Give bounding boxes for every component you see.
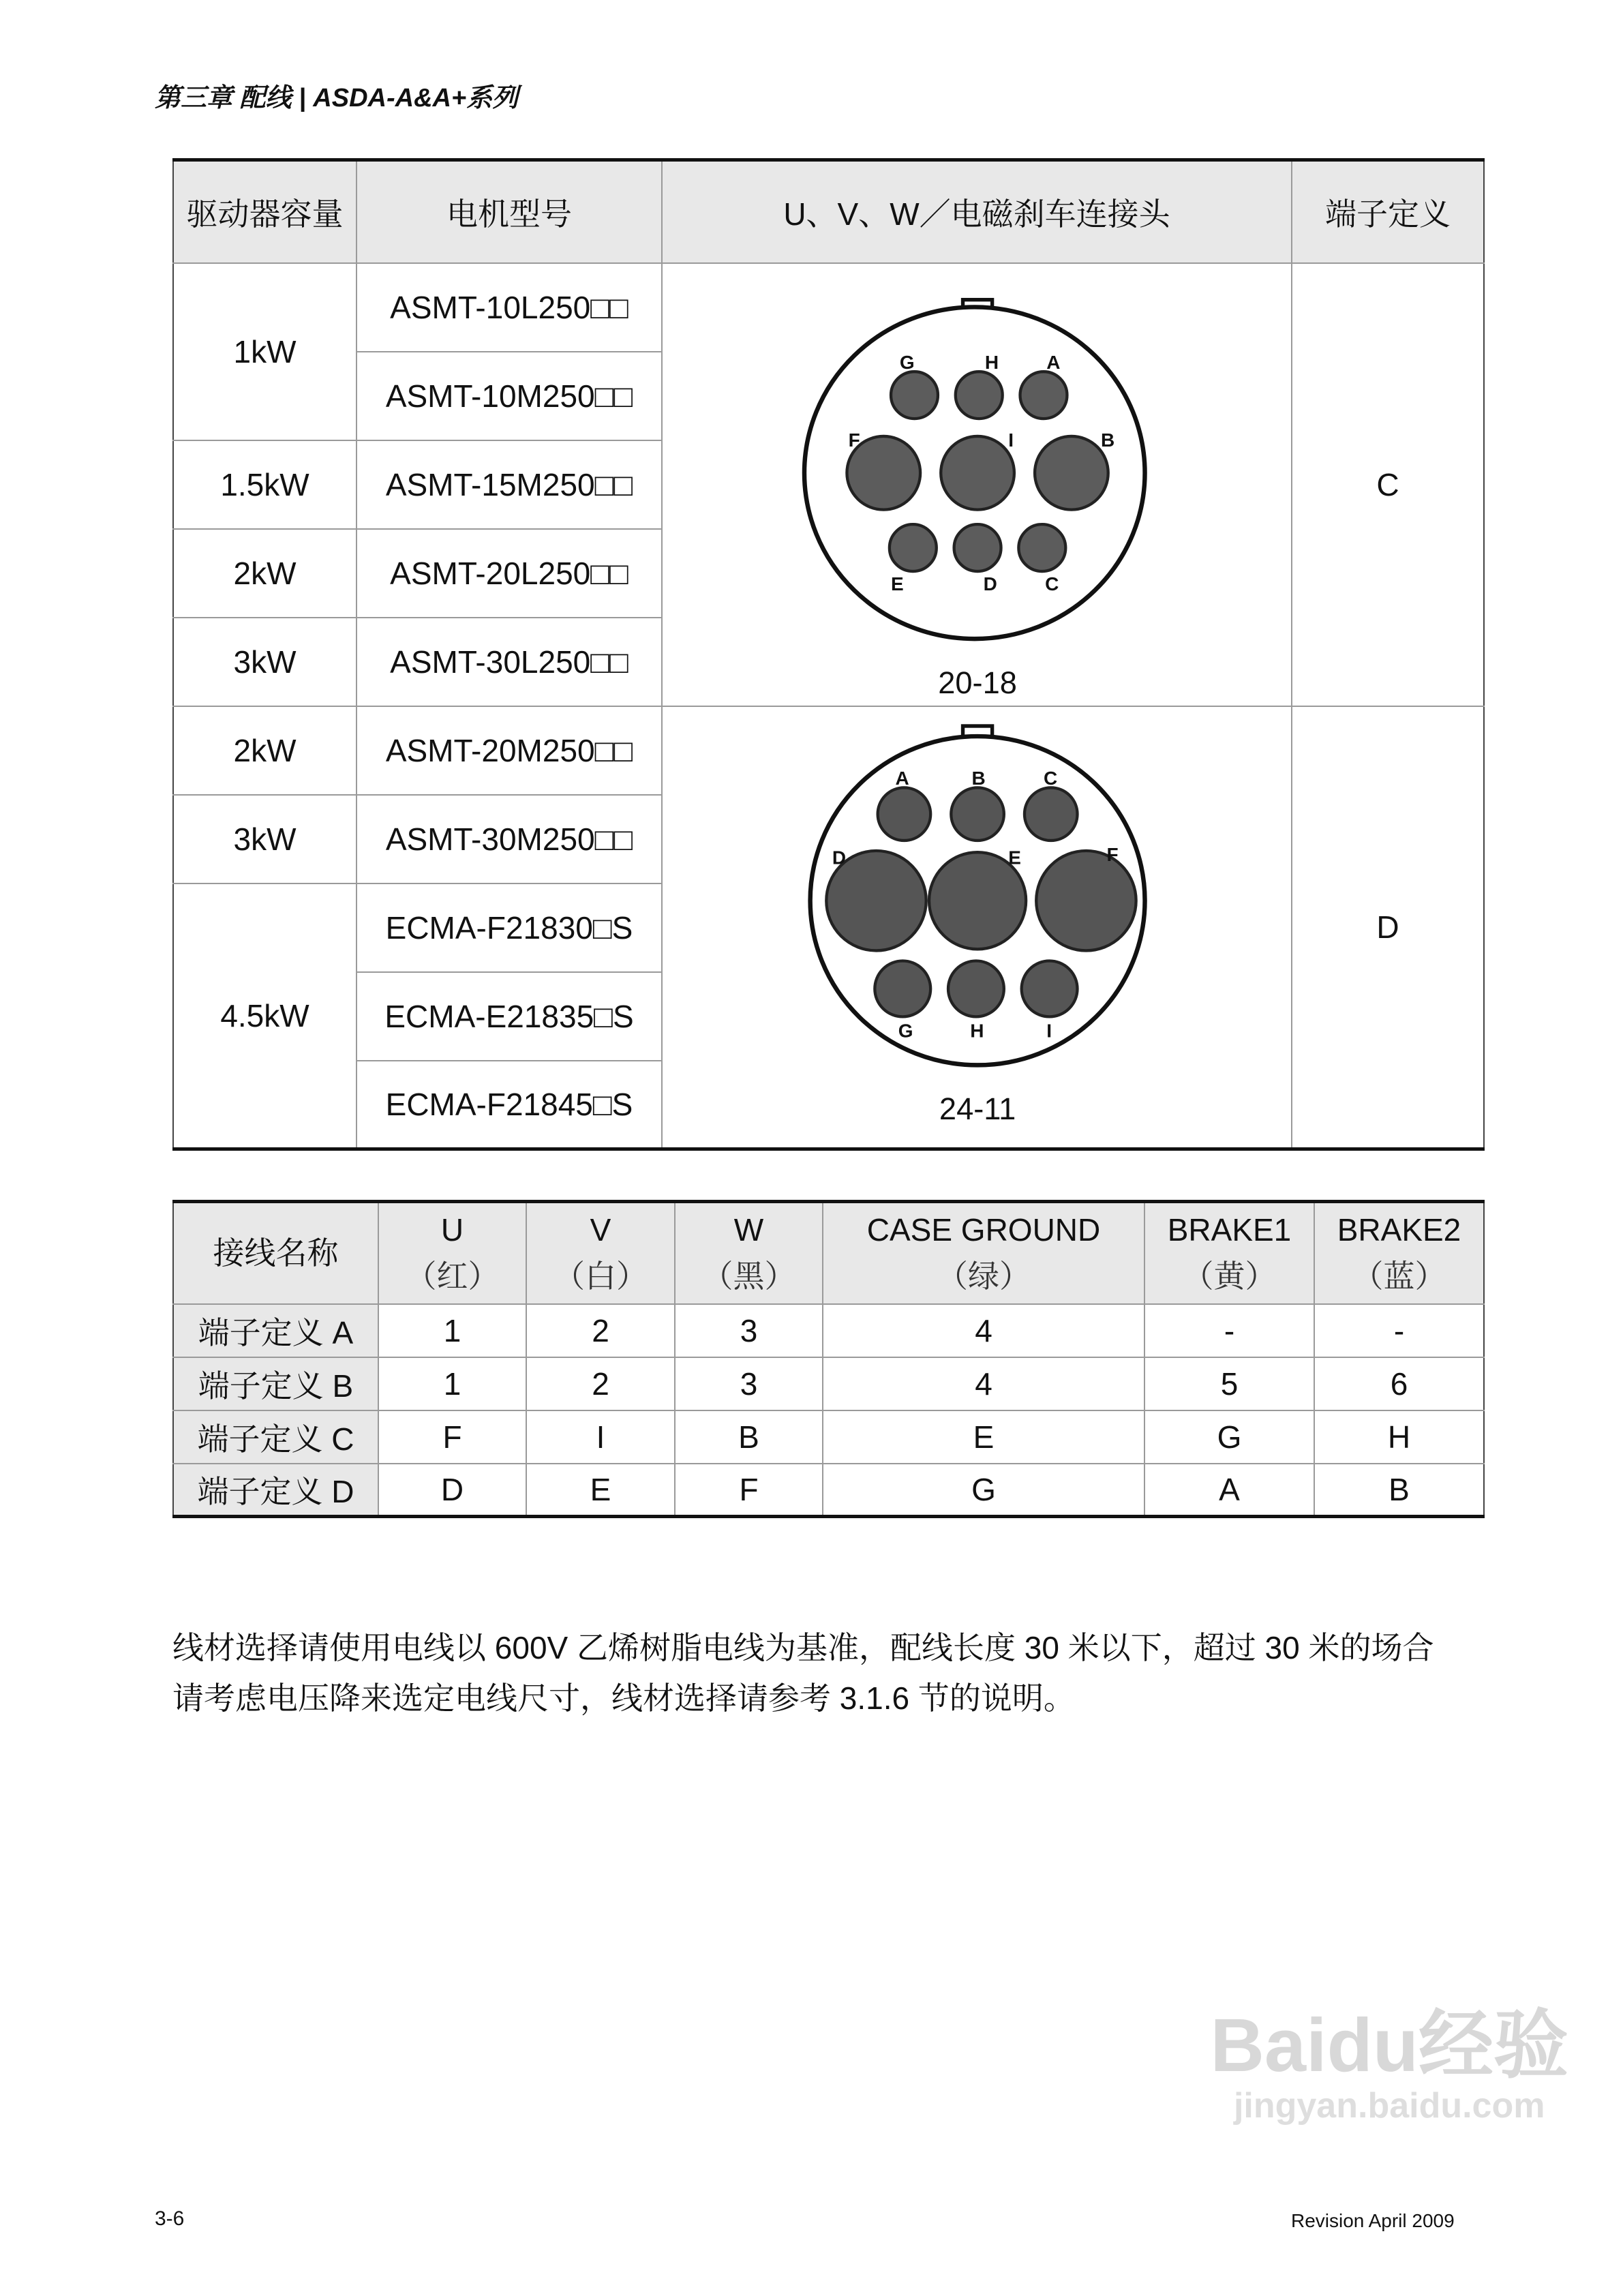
table-row [173, 1357, 1484, 1410]
table-row [173, 706, 1484, 795]
header-v [526, 1202, 675, 1304]
header-brake2 [1314, 1202, 1484, 1304]
terminal-cell: D [1292, 706, 1484, 1149]
pin-cell: 1 [378, 1357, 526, 1410]
note-line: 请考虑电压降来选定电线尺寸，线材选择请参考 3.1.6 节的说明。 [172, 1680, 1075, 1716]
table-row [173, 1410, 1484, 1464]
connector-table [172, 158, 1485, 1151]
pin-cell: - [1314, 1304, 1484, 1357]
capacity-cell: 2kW [173, 529, 357, 618]
header-wire-name: 接线名称 [173, 1202, 378, 1304]
column-name: CASE GROUND [866, 1212, 1101, 1248]
page-number: 3-6 [155, 2207, 185, 2230]
pin-label: F [1106, 843, 1119, 865]
wiring-table [172, 1200, 1485, 1518]
model-cell: ASMT-30M250□□ [357, 795, 662, 883]
pin-label: F [848, 429, 860, 451]
pin-label: B [971, 767, 986, 789]
connector-caption: 20-18 [938, 665, 1017, 700]
column-name: W [733, 1212, 764, 1248]
pin-label: E [891, 573, 904, 594]
connector-20-18 [662, 263, 1292, 706]
pin-label: G [898, 1020, 913, 1042]
pin-cell: 4 [823, 1357, 1144, 1410]
connector-24-11-diagram [663, 707, 1291, 1147]
table-header-row [173, 160, 1484, 263]
column-name: BRAKE1 [1167, 1212, 1292, 1248]
pin-label: A [895, 767, 909, 789]
model-cell: ASMT-20M250□□ [357, 706, 662, 795]
pin-label: H [984, 351, 999, 373]
chapter-header: 第三章 配线 | ASDA-A&A+系列 [155, 84, 519, 112]
header-u [378, 1202, 526, 1304]
pin-label: I [1046, 1020, 1052, 1042]
pin-cell: G [1144, 1410, 1314, 1464]
pin-label: G [899, 351, 915, 373]
connector-20-18-diagram [663, 265, 1291, 705]
header-motor-model: 电机型号 [357, 160, 662, 263]
pin-label: A [1046, 351, 1061, 373]
model-cell: ECMA-F21845□S [357, 1061, 662, 1149]
model-cell: ASMT-30L250□□ [357, 618, 662, 706]
header-brake1 [1144, 1202, 1314, 1304]
column-name: BRAKE2 [1337, 1212, 1461, 1248]
wire-color: （蓝） [1352, 1258, 1446, 1295]
pin-cell: F [378, 1410, 526, 1464]
wire-color: （绿） [937, 1258, 1031, 1295]
wire-color: （红） [405, 1258, 500, 1295]
wiring-note [172, 1622, 1488, 1723]
pin-cell: B [675, 1410, 823, 1464]
row-label: 端子定义 B [173, 1357, 378, 1410]
pin-cell: H [1314, 1410, 1484, 1464]
pin-cell: 5 [1144, 1357, 1314, 1410]
pin-cell: E [526, 1464, 675, 1517]
pin-label: C [1043, 767, 1058, 789]
pin-cell: 2 [526, 1357, 675, 1410]
watermark-url: jingyan.baidu.com [1233, 2086, 1545, 2126]
pin-cell: F [675, 1464, 823, 1517]
pin-cell: B [1314, 1464, 1484, 1517]
header-case-ground [823, 1202, 1144, 1304]
row-label: 端子定义 C [173, 1410, 378, 1464]
watermark [1210, 2004, 1568, 2126]
table-row [173, 263, 1484, 352]
column-name: U [440, 1212, 464, 1248]
capacity-cell: 1.5kW [173, 440, 357, 529]
pin-label: D [983, 573, 997, 594]
table-row [173, 1464, 1484, 1517]
capacity-cell: 3kW [173, 795, 357, 883]
pin-cell: - [1144, 1304, 1314, 1357]
pin-cell: 3 [675, 1357, 823, 1410]
capacity-cell: 4.5kW [173, 883, 357, 1149]
wire-color: （黑） [701, 1258, 796, 1295]
pin-cell: G [823, 1464, 1144, 1517]
wire-color: （黄） [1182, 1258, 1277, 1295]
pin-label: I [1008, 429, 1014, 451]
wire-color: （白） [553, 1258, 648, 1295]
model-cell: ASMT-10L250□□ [357, 263, 662, 352]
header-capacity: 驱动器容量 [173, 160, 357, 263]
pin-cell: D [378, 1464, 526, 1517]
header-terminal: 端子定义 [1292, 160, 1484, 263]
model-cell: ECMA-E21835□S [357, 972, 662, 1061]
pin-cell: 3 [675, 1304, 823, 1357]
pin-cell: E [823, 1410, 1144, 1464]
pin-label: D [832, 847, 847, 868]
watermark-brand: Baidu经验 [1210, 2004, 1568, 2087]
table-row [173, 1304, 1484, 1357]
table-header-row [173, 1202, 1484, 1304]
pin-label: E [1008, 847, 1021, 868]
pin-cell: I [526, 1410, 675, 1464]
pin-label: H [970, 1020, 984, 1042]
header-w [675, 1202, 823, 1304]
model-cell: ASMT-15M250□□ [357, 440, 662, 529]
connector-24-11 [662, 706, 1292, 1149]
capacity-cell: 1kW [173, 263, 357, 440]
pin-cell: 6 [1314, 1357, 1484, 1410]
model-cell: ASMT-10M250□□ [357, 352, 662, 440]
pin-cell: 2 [526, 1304, 675, 1357]
column-name: V [590, 1212, 611, 1248]
pin-label: B [1100, 429, 1115, 451]
model-cell: ECMA-F21830□S [357, 883, 662, 972]
row-label: 端子定义 D [173, 1464, 378, 1517]
connector-caption: 24-11 [939, 1091, 1016, 1126]
pin-cell: A [1144, 1464, 1314, 1517]
header-connector: U、V、W／电磁刹车连接头 [662, 160, 1292, 263]
pin-label: C [1045, 573, 1059, 594]
revision-text: Revision April 2009 [1291, 2210, 1455, 2231]
note-line: 线材选择请使用电线以 600V 乙烯树脂电线为基准，配线长度 30 米以下，超过 30 米的场合 [172, 1630, 1434, 1665]
capacity-cell: 3kW [173, 618, 357, 706]
terminal-cell: C [1292, 263, 1484, 706]
model-cell: ASMT-20L250□□ [357, 529, 662, 618]
row-label: 端子定义 A [173, 1304, 378, 1357]
pin-cell: 1 [378, 1304, 526, 1357]
capacity-cell: 2kW [173, 706, 357, 795]
pin-cell: 4 [823, 1304, 1144, 1357]
